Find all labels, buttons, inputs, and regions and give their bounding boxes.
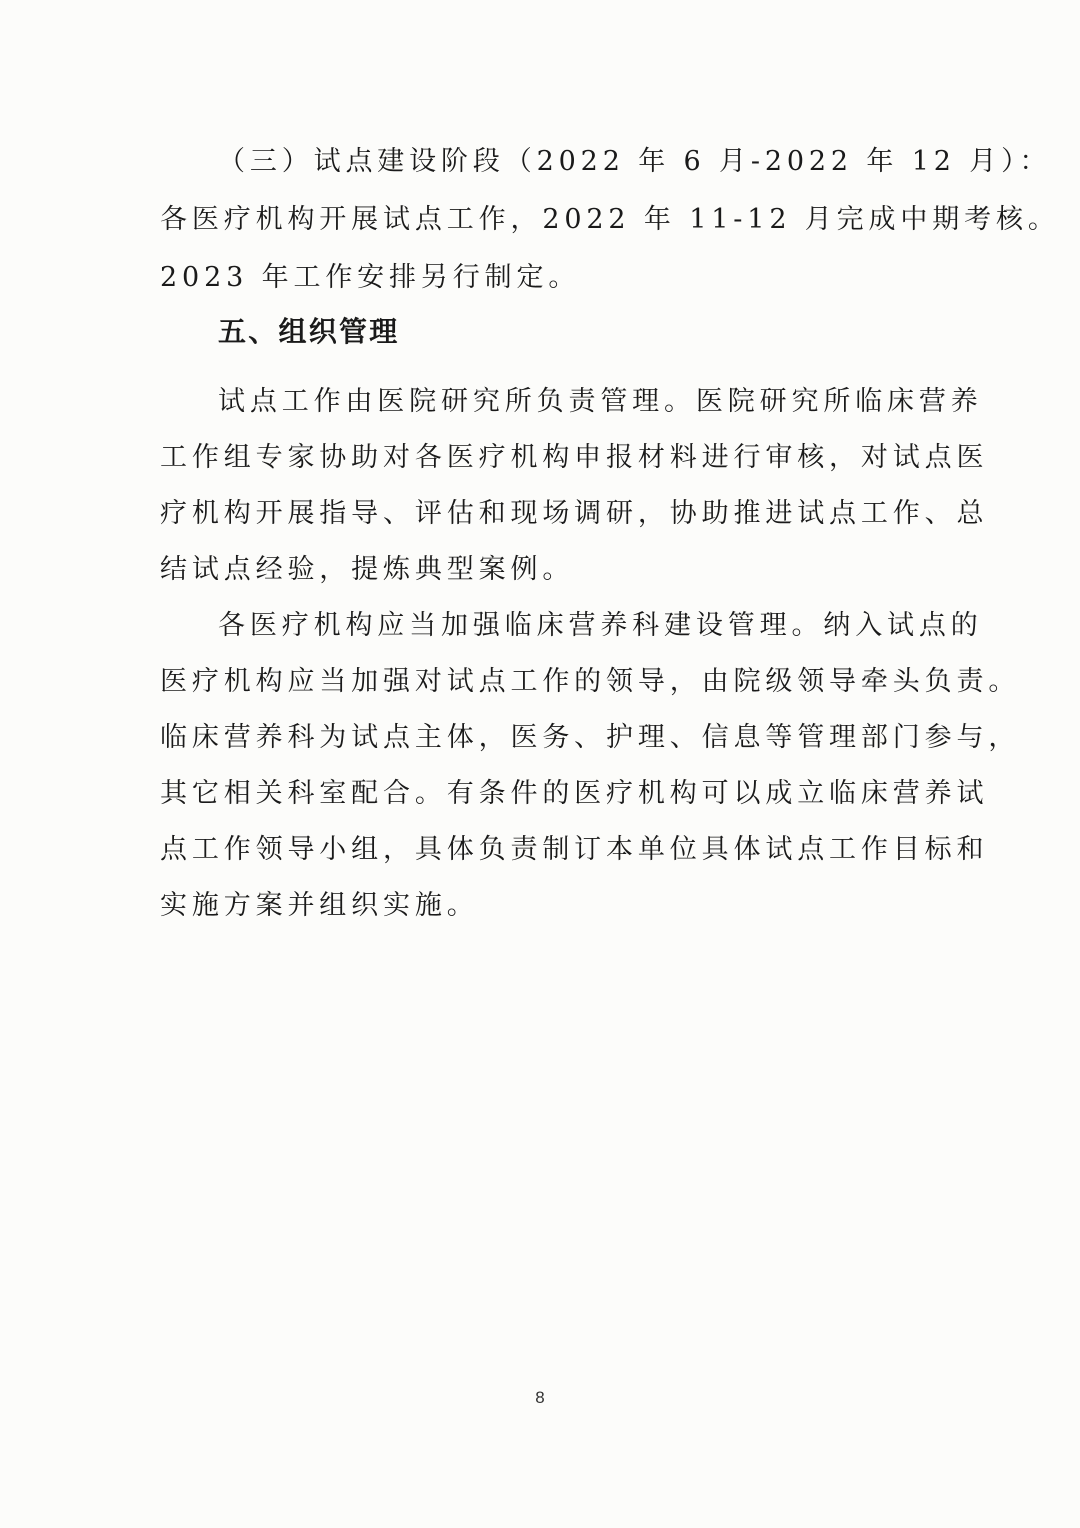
- paragraph2-line3: 临床营养科为试点主体，医务、护理、信息等管理部门参与，: [160, 722, 1021, 753]
- paragraph2-line1: 各医疗机构应当加强临床营养科建设管理。纳入试点的: [218, 610, 983, 641]
- heading-organization-management: 五、组织管理: [218, 315, 400, 348]
- page-number: 8: [535, 1388, 545, 1407]
- paragraph1-line1: 试点工作由医院研究所负责管理。医院研究所临床营养: [218, 386, 983, 417]
- section3-line2: 各医疗机构开展试点工作，2022 年 11-12 月完成中期考核。: [160, 204, 1060, 235]
- section3-line1: （三）试点建设阶段（2022 年 6 月-2022 年 12 月）：: [218, 146, 1052, 177]
- paragraph1-line2: 工作组专家协助对各医疗机构申报材料进行审核，对试点医: [160, 442, 989, 473]
- paragraph1-line4: 结试点经验，提炼典型案例。: [160, 554, 575, 585]
- paragraph2-line2: 医疗机构应当加强对试点工作的领导，由院级领导牵头负责。: [160, 666, 1021, 697]
- paragraph2-line4: 其它相关科室配合。有条件的医疗机构可以成立临床营养试: [160, 778, 989, 809]
- paragraph2-line5: 点工作领导小组，具体负责制订本单位具体试点工作目标和: [160, 834, 989, 865]
- section3-line3: 2023 年工作安排另行制定。: [160, 262, 581, 293]
- paragraph2-line6: 实施方案并组织实施。: [160, 890, 479, 921]
- paragraph1-line3: 疗机构开展指导、评估和现场调研，协助推进试点工作、总: [160, 498, 989, 529]
